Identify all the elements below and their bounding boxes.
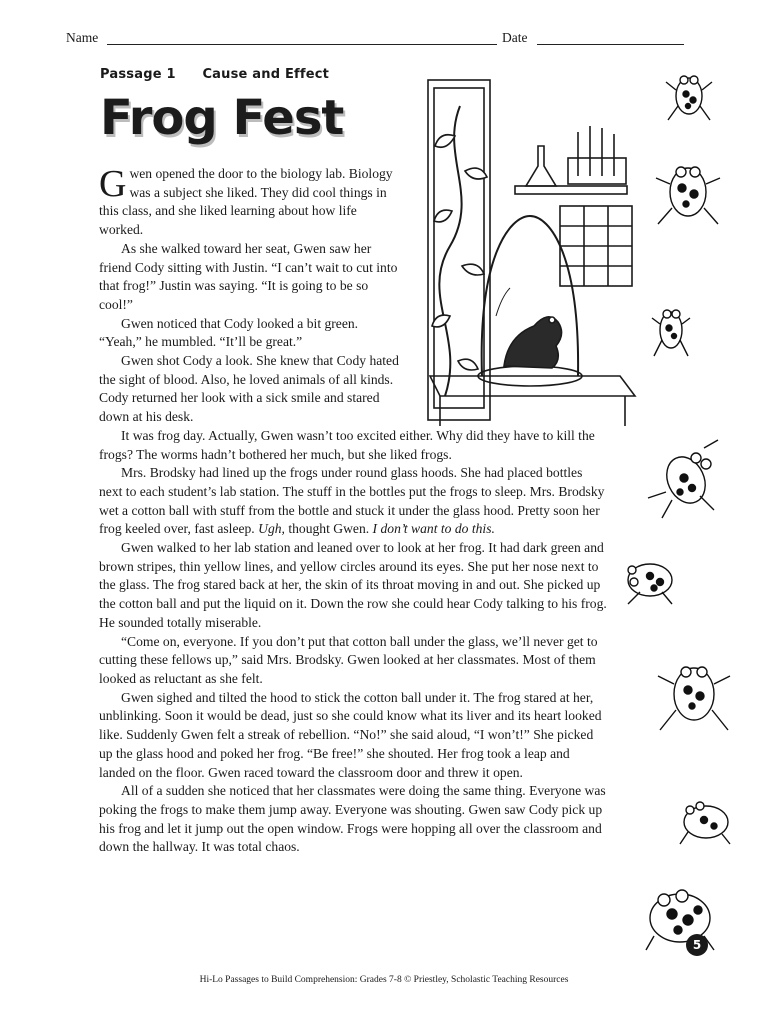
paragraph-8: “Come on, everyone. If you don’t put that cotton ball under the glass, we’ll never get to cutting these fellows up,” said Mrs. Brodsky. Gwen looked at her classmates. Most of them looked as reluctant as she felt. [99, 633, 598, 686]
passage-subheading [100, 67, 351, 82]
passage-number: Passage 1 [100, 67, 176, 82]
name-label: Name [66, 30, 99, 45]
frog-icon [620, 552, 678, 608]
drop-cap: G [99, 163, 127, 205]
frog-icon [650, 292, 692, 366]
paragraph-6: Mrs. Brodsky had lined up the frogs under round glass hoods. She had placed bottles next to each student’s lab station. The stuff in the bottles put the frogs to sleep. Mrs. Brodsky wet a cotton ball with stuff from the bottle and stuck it under the glass hood. Pretty soon her frog keeled over, fast asleep. Ugh, thought Gwen. I don’t want to do this. [99, 465, 605, 537]
paragraph-4: Gwen shot Cody a look. She knew that Cody hated the sight of blood. Also, he loved animals of all kinds. Cody returned her look with a sick smile and stared down at his desk. [99, 353, 399, 425]
footer-credit: Hi-Lo Passages to Build Comprehension: Grades 7-8 © Priestley, Scholastic Teaching Resources [199, 975, 569, 985]
paragraph-10: All of a sudden she noticed that her classmates were doing the same thing. Everyone was poking the frogs to make them jump away. Everyone was shouting. Gwen saw Cody pick up his frog and let it jump out the open window. Frogs were hopping all over the classroom and down the hallway. It was total chaos. [99, 783, 606, 855]
frog-under-glass-dome-illustration [420, 76, 642, 440]
passage-skill: Cause and Effect [202, 67, 330, 82]
paragraph-3: Gwen noticed that Cody looked a bit green. “Yeah,” he mumbled. “It’ll be great.” [99, 315, 359, 350]
frog-icon [664, 60, 714, 134]
story-wide-column [99, 427, 609, 857]
paragraph-5: It was frog day. Actually, Gwen wasn’t too excited either. Why did they have to kill the frogs? The worms hadn’t bothered her much, but she liked frogs. [99, 427, 595, 462]
frog-icon [676, 792, 734, 848]
date-line[interactable] [537, 44, 684, 45]
paragraph-1: Gwen opened the door to the biology lab. Biology was a subject she liked. They did cool things in this class, and she liked learning about how life worked. [99, 163, 393, 238]
frog-icon [652, 150, 724, 234]
page-number-badge: 5 [686, 934, 708, 956]
frog-icon [644, 434, 724, 520]
frog-icon [654, 650, 734, 740]
paragraph-7: Gwen walked to her lab station and leaned over to look at her frog. It had dark green and brown stripes, thin yellow lines, and yellow circles around its eyes. She put her nose next to the glass. The frog stared back at her, the skin of its throat moving in and out. She picked up the cotton ball and put the liquid on it. Down the row she could hear Cody talking to his frog. He sounded totally miserable. [99, 540, 607, 630]
paragraph-2: As she walked toward her seat, Gwen saw her friend Cody sitting with Justin. “I can’t wait to cut into that frog!” Justin was saying. “It is going to be so cool!” [99, 240, 398, 312]
paragraph-9: Gwen sighed and tilted the hood to stick the cotton ball under it. The frog stared at her, unblinking. Soon it would be dead, just so she could know what its liver and its heart looked like. Suddenly Gwen felt a streak of rebellion. “No!” she said aloud, “I won’t!” She picked up the glass hood and poked her frog. “Be free!” she shouted. Her frog took a leap and landed on the floor. Gwen raced toward the classroom door and threw it open. [99, 689, 602, 780]
date-label: Date [502, 30, 528, 45]
name-line[interactable] [107, 44, 497, 45]
frog-icon [642, 880, 720, 956]
page-title: Frog Fest [100, 90, 344, 146]
story-narrow-column [99, 165, 404, 427]
